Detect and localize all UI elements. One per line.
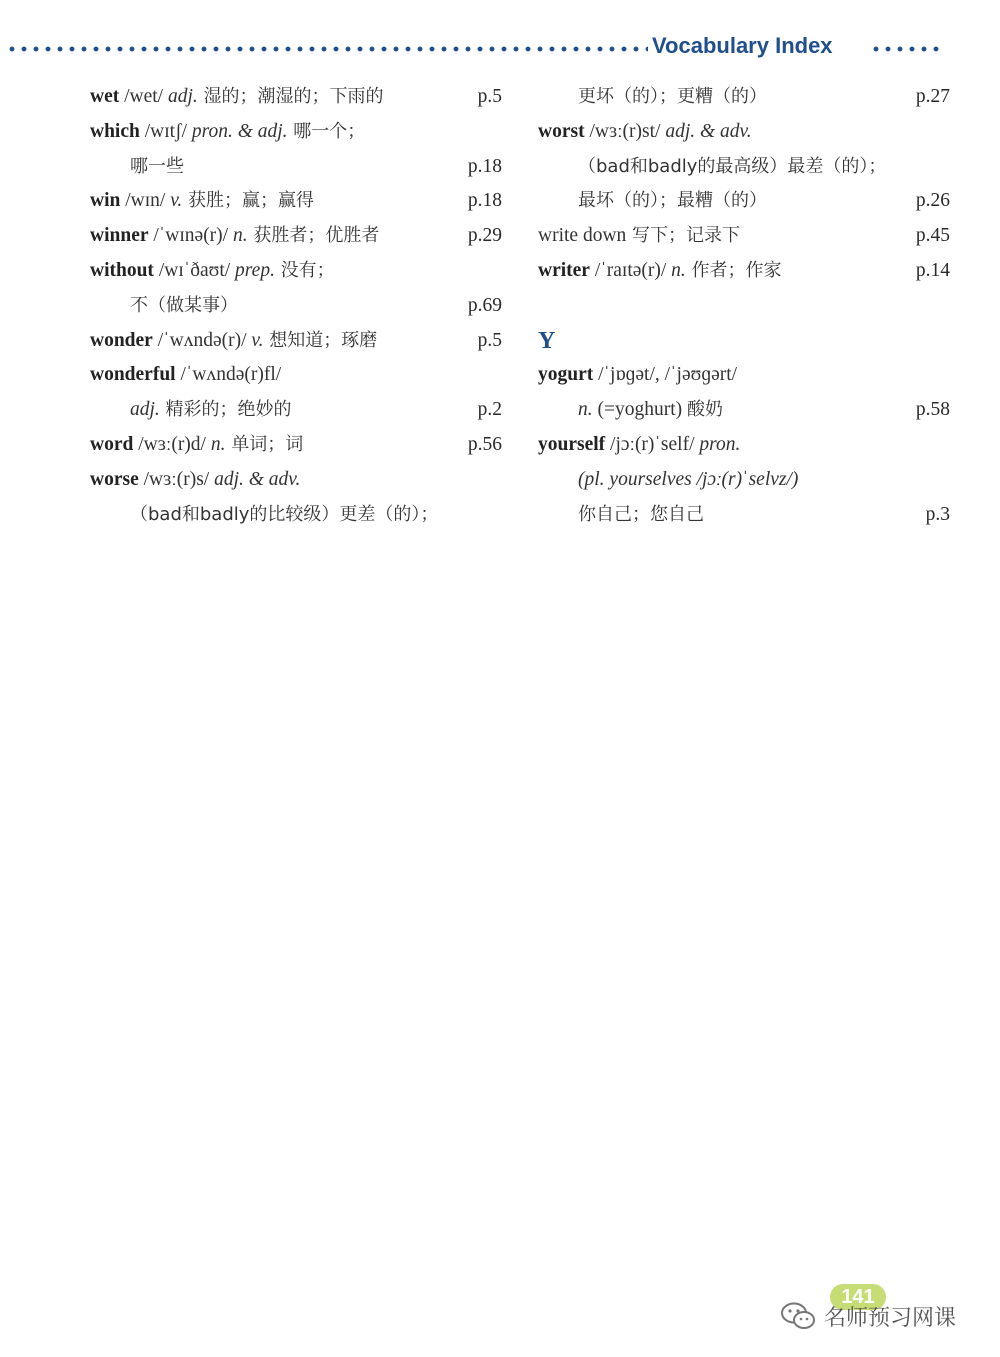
entry-text: [578, 80, 767, 115]
page-header: [0, 28, 1000, 68]
part-of-speech: adj.: [167, 86, 198, 107]
entry-text: [130, 289, 238, 324]
definition: 你自己；您自己: [578, 503, 704, 525]
entry-text: [90, 428, 303, 463]
header-title: Vocabulary Index: [652, 33, 833, 58]
entry-continuation: [538, 393, 950, 428]
page-ref: p.18: [467, 190, 502, 212]
phonetic: /ˈwɪnə(r)/: [148, 225, 233, 247]
page-number-badge: 141: [830, 1284, 886, 1310]
part-of-speech: adj.: [130, 399, 160, 421]
headword: win: [90, 190, 121, 212]
headword: winner: [90, 225, 149, 247]
headword: wonder: [90, 329, 153, 351]
headword: worst: [538, 120, 585, 142]
section-heading: [538, 324, 950, 359]
definition: 湿的；潮湿的；下雨的: [197, 86, 384, 107]
phonetic: /wɜː(r)d/: [133, 433, 211, 455]
phonetic: /ˈjɒɡət/, /ˈjəʊɡərt/: [593, 364, 738, 386]
index-entry: [538, 358, 950, 393]
index-entry: [90, 324, 502, 359]
entry-text: [130, 498, 438, 533]
page-ref: p.2: [477, 399, 502, 421]
definition: 想知道；琢磨: [263, 329, 378, 351]
entry-continuation: [90, 150, 502, 185]
definition: 哪一些: [130, 155, 184, 177]
phonetic: /wɪˈðaʊt/: [153, 259, 236, 281]
phonetic: /ˈwʌndə(r)/: [152, 329, 252, 351]
definition: 获胜；赢；赢得: [182, 190, 315, 212]
headword: without: [90, 259, 154, 281]
part-of-speech: prep.: [235, 259, 275, 281]
entry-continuation: [538, 463, 950, 498]
plural-form: yourselves /jɔː(r)ˈselvz/): [604, 468, 799, 490]
page-ref: p.18: [467, 155, 502, 177]
entry-text: [538, 254, 782, 289]
part-of-speech: n.: [671, 259, 686, 281]
index-entry: [538, 115, 950, 150]
page-ref: p.26: [915, 190, 950, 212]
blank-line: [538, 289, 950, 324]
page-ref: p.5: [477, 329, 502, 351]
entry-text: [90, 184, 314, 219]
phonetic: /ˈraɪtə(r)/: [589, 259, 672, 281]
header-dotted-rule-left: [6, 46, 648, 52]
index-entry: [90, 358, 502, 393]
section-letter: Y: [538, 327, 556, 354]
part-of-speech: n.: [210, 433, 226, 455]
part-of-speech: v.: [170, 190, 183, 212]
index-entry: [90, 219, 502, 254]
part-of-speech: pron.: [699, 433, 741, 455]
wechat-icon: [780, 1301, 816, 1331]
index-entry: [90, 115, 502, 150]
entry-text: [90, 219, 379, 254]
definition: 最坏（的）；最糟（的）: [578, 190, 767, 212]
entry-continuation: [90, 393, 502, 428]
entry-text: [130, 393, 292, 428]
entry-continuation: [90, 289, 502, 324]
paren-open: (: [578, 468, 585, 490]
watermark: [780, 1296, 956, 1336]
headword: wonderful: [90, 364, 176, 386]
part-of-speech: pl.: [584, 468, 605, 490]
entry-text: [538, 219, 740, 254]
entry-text: [90, 80, 384, 115]
entry-text: [90, 463, 300, 498]
entry-text: [90, 324, 377, 359]
phonetic: /jɔː(r)ˈself/: [605, 433, 700, 455]
definition: 酸奶: [687, 399, 724, 421]
entry-text: [90, 358, 281, 393]
entry-continuation: [538, 150, 950, 185]
definition: 没有；: [274, 259, 335, 281]
phonetic: /wɪtʃ/: [139, 120, 192, 142]
phonetic: /wet/: [119, 86, 168, 107]
entry-text: [90, 115, 365, 150]
entry-continuation: [90, 498, 502, 533]
index-entry: [90, 80, 502, 115]
phonetic: /ˈwʌndə(r)fl/: [175, 364, 282, 386]
index-entry: [90, 184, 502, 219]
definition: 更坏（的）；更糟（的）: [578, 86, 767, 107]
page-ref: p.14: [915, 259, 950, 281]
phonetic: /wɜː(r)s/: [138, 468, 215, 490]
definition: 精彩的；绝妙的: [159, 399, 292, 421]
definition: （bad和badly的比较级）更差（的）；: [130, 503, 439, 525]
part-of-speech: adj. & adv.: [665, 120, 752, 142]
left-column: [90, 80, 502, 532]
page-ref: p.58: [915, 399, 950, 421]
headword: word: [90, 433, 134, 455]
right-column: [538, 80, 950, 532]
definition: 不（做某事）: [130, 294, 238, 316]
variant: (=yoghurt): [592, 399, 688, 421]
index-entry: [90, 463, 502, 498]
headword: which: [90, 120, 140, 142]
definition: 获胜者；优胜者: [247, 225, 380, 247]
definition: （bad和badly的最高级）最差（的）；: [578, 155, 887, 177]
part-of-speech: n.: [232, 225, 248, 247]
index-entry: [90, 254, 502, 289]
headword: wet: [90, 86, 120, 107]
header-dotted-rule-right: [870, 46, 940, 52]
part-of-speech: v.: [251, 329, 264, 351]
entry-text: [578, 463, 798, 498]
phonetic: /wɪn/: [120, 190, 171, 212]
definition: 单词；词: [225, 433, 304, 455]
entry-continuation: [538, 80, 950, 115]
phonetic: /wɜː(r)st/: [584, 120, 666, 142]
entry-continuation: [538, 498, 950, 533]
watermark-text: 名师预习网课: [824, 1305, 957, 1331]
page-ref: p.27: [915, 86, 950, 107]
entry-text: [578, 150, 886, 185]
phrase: write down: [538, 225, 627, 247]
entry-text: [130, 150, 184, 185]
entry-text: [578, 393, 723, 428]
index-entry: [538, 219, 950, 254]
entry-text: [538, 115, 752, 150]
page-ref: p.3: [925, 503, 950, 525]
page-ref: p.56: [467, 433, 502, 455]
index-entry: [90, 428, 502, 463]
entry-text: [578, 498, 704, 533]
page-ref: p.45: [915, 225, 950, 247]
index-entry: [538, 254, 950, 289]
definition: 写下；记录下: [626, 225, 741, 247]
headword: worse: [90, 468, 139, 490]
part-of-speech: n.: [578, 399, 593, 421]
index-entry: [538, 428, 950, 463]
headword: writer: [538, 259, 590, 281]
entry-text: [578, 184, 767, 219]
definition: 哪一个；: [287, 120, 366, 142]
part-of-speech: adj. & adv.: [214, 468, 301, 490]
definition: 作者；作家: [685, 259, 782, 281]
entry-text: [538, 428, 740, 463]
entry-continuation: [538, 184, 950, 219]
entry-text: [90, 254, 335, 289]
page-ref: p.69: [467, 294, 502, 316]
page-ref: p.5: [477, 86, 502, 107]
part-of-speech: pron. & adj.: [191, 120, 288, 142]
headword: yourself: [538, 433, 606, 455]
page-ref: p.29: [467, 225, 502, 247]
headword: yogurt: [538, 364, 594, 386]
entry-text: [538, 358, 737, 393]
